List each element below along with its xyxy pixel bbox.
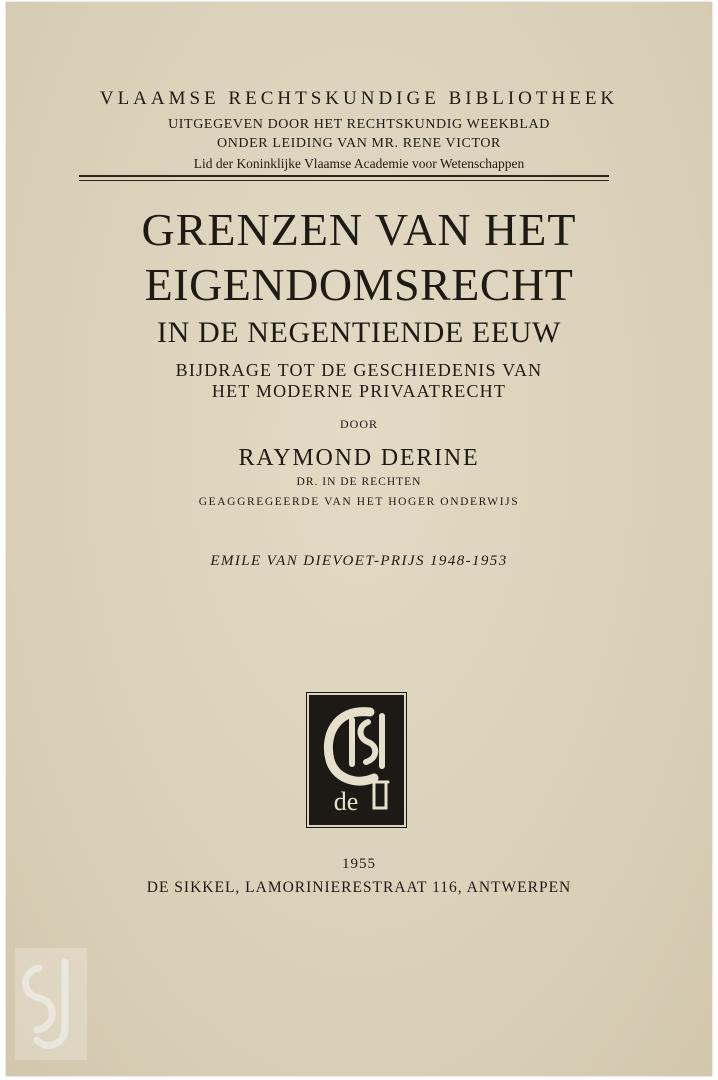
header-rule-thick xyxy=(79,175,609,177)
publication-year: 1955 xyxy=(342,856,376,872)
logo-text: de xyxy=(333,787,359,816)
series-name: VLAAMSE RECHTSKUNDIGE BIBLIOTHEEK xyxy=(99,88,619,109)
publisher-line: UITGEGEVEN DOOR HET RECHTSKUNDIG WEEKBLAD xyxy=(168,117,550,132)
by-label: DOOR xyxy=(339,417,378,431)
watermark-logo-icon xyxy=(15,948,87,1060)
sikkel-logo-icon xyxy=(312,698,401,822)
book-cover xyxy=(6,2,712,1076)
author-position: GEAGGREGEERDE VAN HET HOGER ONDERWIJS xyxy=(198,496,520,508)
title-line-2: EIGENDOMSRECHT xyxy=(144,259,574,310)
subtitle-line-1: BIJDRAGE TOT DE GESCHIEDENIS VAN xyxy=(175,360,543,380)
subtitle-line-2: HET MODERNE PRIVAATRECHT xyxy=(211,381,507,401)
title-line-1: GRENZEN VAN HET xyxy=(141,204,577,255)
author-degree: DR. IN DE RECHTEN xyxy=(296,476,422,488)
editor-affiliation: Lid der Koninklijke Vlaamse Academie voor Wetenschappen xyxy=(193,156,525,171)
header-rule-thin xyxy=(79,180,609,181)
editor-line: ONDER LEIDING VAN MR. RENE VICTOR xyxy=(217,136,501,151)
author-name: RAYMOND DERINE xyxy=(238,445,480,471)
award-line: EMILE VAN DIEVOET-PRIJS 1948-1953 xyxy=(210,553,508,569)
publisher-logo xyxy=(309,695,404,825)
publisher-address: DE SIKKEL, LAMORINIERESTRAAT 116, ANTWERPEN xyxy=(146,879,572,896)
title-line-3: IN DE NEGENTIENDE EEUW xyxy=(157,316,561,349)
